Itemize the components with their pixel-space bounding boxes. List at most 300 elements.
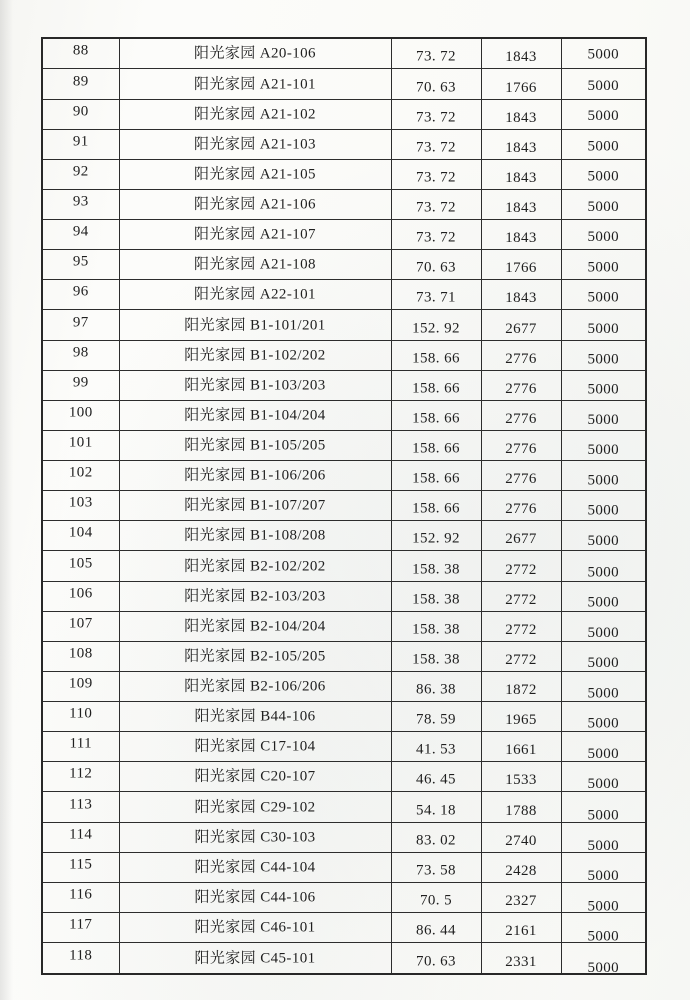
price-cell (481, 822, 561, 852)
table-row (42, 822, 646, 852)
amount-cell (561, 882, 646, 912)
price-cell (481, 280, 561, 310)
amount-cell-text: 5000 (587, 350, 620, 367)
table-row (42, 129, 646, 159)
amount-cell-text: 5000 (587, 229, 620, 246)
row-number-cell (42, 129, 119, 159)
table-row (42, 99, 646, 129)
row-number-cell (42, 38, 119, 69)
table-row (42, 702, 646, 732)
row-number-cell-text: 97 (72, 314, 89, 331)
price-cell (481, 99, 561, 129)
area-cell-text: 73. 71 (416, 289, 456, 306)
area-cell (391, 220, 481, 250)
area-cell (391, 38, 481, 69)
unit-name-cell (119, 159, 391, 189)
table-row (42, 852, 646, 882)
price-cell-text: 2772 (505, 651, 537, 668)
area-cell (391, 762, 481, 792)
amount-cell (561, 671, 646, 701)
price-cell-text: 2677 (505, 320, 537, 337)
row-number-cell-text: 105 (68, 555, 93, 572)
amount-cell (561, 822, 646, 852)
area-cell (391, 943, 481, 974)
row-number-cell-text: 90 (72, 103, 89, 120)
price-cell-text: 2428 (505, 862, 537, 879)
table-row (42, 762, 646, 792)
row-number-cell (42, 702, 119, 732)
area-cell (391, 822, 481, 852)
price-cell-text: 2776 (505, 350, 537, 367)
unit-name-cell-text: 阳光家园 A21-103 (194, 136, 316, 153)
price-cell-text: 1766 (505, 260, 537, 277)
unit-name-cell (119, 370, 391, 400)
scan-edge-shadow (0, 0, 13, 1000)
area-cell (391, 310, 481, 340)
row-number-cell-text: 98 (72, 344, 89, 361)
amount-cell-text: 5000 (587, 655, 620, 672)
amount-cell (561, 912, 646, 942)
table-row (42, 310, 646, 340)
price-cell-text: 2327 (505, 892, 537, 909)
amount-cell-text: 5000 (587, 594, 620, 611)
area-cell (391, 882, 481, 912)
price-cell-text: 1788 (505, 802, 537, 819)
amount-cell (561, 159, 646, 189)
amount-cell-text: 5000 (587, 715, 620, 732)
amount-cell-text: 5000 (587, 46, 620, 63)
amount-cell (561, 129, 646, 159)
area-cell (391, 671, 481, 701)
amount-cell-text: 5000 (587, 107, 620, 124)
price-cell-text: 1843 (505, 109, 537, 126)
unit-name-cell (119, 310, 391, 340)
price-cell (481, 943, 561, 974)
area-cell-text: 73. 72 (416, 48, 456, 65)
amount-cell (561, 521, 646, 551)
price-cell-text: 2772 (505, 591, 537, 608)
price-cell (481, 400, 561, 430)
amount-cell-text: 5000 (587, 198, 620, 215)
unit-name-cell-text: 阳光家园 C20-107 (194, 768, 316, 785)
price-cell-text: 2677 (505, 531, 537, 548)
amount-cell-text: 5000 (587, 168, 620, 185)
area-cell (391, 792, 481, 822)
area-cell-text: 73. 72 (416, 109, 456, 126)
price-cell (481, 430, 561, 460)
area-cell-text: 73. 72 (416, 199, 456, 216)
row-number-cell (42, 340, 119, 370)
unit-name-cell (119, 69, 391, 99)
price-cell (481, 641, 561, 671)
row-number-cell (42, 400, 119, 430)
area-cell (391, 370, 481, 400)
table-row (42, 491, 646, 521)
unit-name-cell (119, 99, 391, 129)
row-number-cell (42, 430, 119, 460)
amount-cell (561, 641, 646, 671)
amount-cell (561, 99, 646, 129)
table-row (42, 521, 646, 551)
area-cell (391, 852, 481, 882)
table-row (42, 38, 646, 69)
unit-name-cell-text: 阳光家园 C29-102 (194, 799, 316, 816)
unit-name-cell (119, 400, 391, 430)
unit-name-cell (119, 852, 391, 882)
price-cell-text: 2161 (505, 923, 537, 940)
unit-name-cell (119, 280, 391, 310)
row-number-cell (42, 912, 119, 942)
price-cell (481, 69, 561, 99)
amount-cell-text: 5000 (587, 959, 620, 974)
unit-name-cell-text: 阳光家园 A21-101 (194, 76, 316, 93)
unit-name-cell (119, 671, 391, 701)
amount-cell (561, 340, 646, 370)
unit-name-cell (119, 491, 391, 521)
price-cell (481, 792, 561, 822)
unit-name-cell-text: 阳光家园 A21-102 (194, 106, 316, 123)
unit-name-cell-text: 阳光家园 B2-102/202 (184, 558, 326, 575)
area-cell-text: 158. 38 (412, 651, 460, 668)
amount-cell (561, 762, 646, 792)
amount-cell (561, 461, 646, 491)
table-row (42, 943, 646, 974)
table-row (42, 611, 646, 641)
row-number-cell (42, 159, 119, 189)
unit-name-cell (119, 129, 391, 159)
row-number-cell-text: 108 (68, 645, 93, 662)
row-number-cell-text: 95 (72, 253, 89, 270)
price-cell-text: 2740 (505, 832, 537, 849)
price-cell (481, 159, 561, 189)
housing-price-table (41, 37, 647, 975)
price-cell-text: 2776 (505, 501, 537, 518)
price-cell (481, 852, 561, 882)
area-cell-text: 152. 92 (412, 530, 460, 547)
table-row (42, 250, 646, 280)
unit-name-cell-text: 阳光家园 B44-106 (194, 708, 316, 725)
price-cell (481, 220, 561, 250)
row-number-cell (42, 581, 119, 611)
unit-name-cell-text: 阳光家园 B1-104/204 (184, 407, 326, 424)
amount-cell (561, 430, 646, 460)
area-cell (391, 581, 481, 611)
unit-name-cell (119, 762, 391, 792)
row-number-cell (42, 882, 119, 912)
row-number-cell-text: 89 (72, 73, 89, 90)
area-cell-text: 158. 66 (412, 350, 460, 367)
area-cell-text: 86. 44 (416, 922, 456, 939)
unit-name-cell-text: 阳光家园 B1-106/206 (184, 467, 326, 484)
area-cell-text: 73. 72 (416, 229, 456, 246)
unit-name-cell-text: 阳光家园 B1-107/207 (184, 497, 326, 514)
table-row (42, 581, 646, 611)
unit-name-cell (119, 521, 391, 551)
unit-name-cell-text: 阳光家园 B2-103/203 (184, 588, 326, 605)
area-cell (391, 189, 481, 219)
amount-cell (561, 702, 646, 732)
area-cell-text: 158. 38 (412, 621, 460, 638)
area-cell-text: 78. 59 (416, 711, 456, 728)
price-cell-text: 1843 (505, 290, 537, 307)
unit-name-cell (119, 822, 391, 852)
row-number-cell-text: 94 (72, 223, 89, 240)
price-cell-text: 1533 (505, 772, 537, 789)
table-row (42, 400, 646, 430)
table-row (42, 882, 646, 912)
table-row (42, 159, 646, 189)
price-cell-text: 2772 (505, 561, 537, 578)
row-number-cell-text: 115 (69, 856, 93, 873)
unit-name-cell (119, 430, 391, 460)
amount-cell (561, 220, 646, 250)
unit-name-cell-text: 阳光家园 B1-103/203 (184, 377, 326, 394)
area-cell (391, 400, 481, 430)
table-row (42, 792, 646, 822)
area-cell (391, 461, 481, 491)
unit-name-cell (119, 250, 391, 280)
area-cell-text: 70. 5 (420, 892, 452, 909)
row-number-cell-text: 117 (69, 916, 93, 933)
amount-cell-text: 5000 (587, 685, 620, 702)
price-cell (481, 611, 561, 641)
row-number-cell (42, 99, 119, 129)
unit-name-cell-text: 阳光家园 A21-108 (194, 256, 316, 273)
row-number-cell-text: 103 (68, 494, 93, 511)
amount-cell-text: 5000 (587, 624, 620, 641)
area-cell-text: 158. 38 (412, 561, 460, 578)
row-number-cell (42, 69, 119, 99)
amount-cell (561, 38, 646, 69)
row-number-cell (42, 280, 119, 310)
area-cell-text: 158. 38 (412, 591, 460, 608)
area-cell-text: 158. 66 (412, 500, 460, 517)
row-number-cell-text: 99 (72, 374, 89, 391)
amount-cell (561, 189, 646, 219)
amount-cell (561, 280, 646, 310)
area-cell (391, 250, 481, 280)
area-cell (391, 491, 481, 521)
amount-cell-text: 5000 (587, 502, 620, 519)
table-row (42, 430, 646, 460)
unit-name-cell-text: 阳光家园 B1-105/205 (184, 437, 326, 454)
area-cell-text: 73. 72 (416, 139, 456, 156)
price-cell (481, 491, 561, 521)
row-number-cell-text: 88 (72, 42, 89, 59)
amount-cell-text: 5000 (587, 867, 620, 883)
price-cell (481, 370, 561, 400)
unit-name-cell (119, 340, 391, 370)
price-cell (481, 551, 561, 581)
row-number-cell (42, 822, 119, 852)
price-cell-text: 2776 (505, 471, 537, 488)
unit-name-cell (119, 792, 391, 822)
table-row (42, 189, 646, 219)
row-number-cell (42, 220, 119, 250)
unit-name-cell-text: 阳光家园 B2-106/206 (184, 678, 326, 695)
amount-cell-text: 5000 (587, 928, 620, 943)
area-cell-text: 158. 66 (412, 440, 460, 457)
price-cell (481, 340, 561, 370)
row-number-cell-text: 104 (68, 524, 93, 541)
price-cell-text: 1766 (505, 79, 537, 96)
row-number-cell (42, 732, 119, 762)
amount-cell-text: 5000 (587, 77, 620, 94)
area-cell (391, 69, 481, 99)
row-number-cell-text: 112 (69, 765, 93, 782)
price-cell-text: 2776 (505, 380, 537, 397)
area-cell-text: 73. 72 (416, 169, 456, 186)
unit-name-cell (119, 611, 391, 641)
price-cell-text: 2331 (505, 953, 537, 970)
row-number-cell (42, 641, 119, 671)
amount-cell-text: 5000 (587, 290, 620, 307)
table-row (42, 370, 646, 400)
row-number-cell (42, 310, 119, 340)
table-row (42, 641, 646, 671)
price-cell-text: 1661 (505, 742, 537, 759)
unit-name-cell-text: 阳光家园 B2-104/204 (184, 618, 326, 635)
row-number-cell (42, 491, 119, 521)
unit-name-cell-text: 阳光家园 C44-106 (194, 889, 316, 906)
amount-cell (561, 581, 646, 611)
amount-cell (561, 732, 646, 762)
table-row (42, 912, 646, 942)
amount-cell (561, 943, 646, 974)
price-cell (481, 581, 561, 611)
price-cell-text: 1965 (505, 712, 537, 729)
price-cell (481, 461, 561, 491)
unit-name-cell-text: 阳光家园 C45-101 (194, 950, 316, 967)
amount-cell (561, 852, 646, 882)
row-number-cell (42, 611, 119, 641)
price-cell (481, 129, 561, 159)
amount-cell-text: 5000 (587, 381, 620, 398)
amount-cell-text: 5000 (587, 533, 620, 550)
table-row (42, 280, 646, 310)
row-number-cell (42, 762, 119, 792)
price-cell (481, 732, 561, 762)
amount-cell-text: 5000 (587, 320, 620, 337)
row-number-cell-text: 101 (68, 434, 93, 451)
amount-cell (561, 491, 646, 521)
unit-name-cell-text: 阳光家园 A21-107 (194, 226, 316, 243)
area-cell (391, 521, 481, 551)
row-number-cell (42, 852, 119, 882)
amount-cell-text: 5000 (587, 138, 620, 155)
unit-name-cell-text: 阳光家园 B1-102/202 (184, 347, 326, 364)
area-cell (391, 129, 481, 159)
row-number-cell-text: 100 (68, 404, 93, 421)
row-number-cell-text: 102 (68, 464, 93, 481)
unit-name-cell (119, 943, 391, 974)
unit-name-cell-text: 阳光家园 A21-106 (194, 196, 316, 213)
unit-name-cell-text: 阳光家园 B1-108/208 (184, 527, 326, 544)
amount-cell (561, 69, 646, 99)
price-cell-text: 2776 (505, 410, 537, 427)
row-number-cell-text: 110 (69, 705, 93, 722)
unit-name-cell-text: 阳光家园 C30-103 (194, 829, 316, 846)
amount-cell (561, 611, 646, 641)
price-cell-text: 1872 (505, 682, 537, 699)
row-number-cell-text: 91 (72, 133, 89, 150)
price-cell (481, 762, 561, 792)
amount-cell (561, 370, 646, 400)
unit-name-cell-text: 阳光家园 A20-106 (194, 45, 316, 62)
area-cell-text: 86. 38 (416, 681, 456, 698)
row-number-cell-text: 93 (72, 193, 89, 210)
unit-name-cell (119, 912, 391, 942)
table-row (42, 220, 646, 250)
amount-cell-text: 5000 (587, 563, 620, 580)
table-row (42, 340, 646, 370)
unit-name-cell-text: 阳光家园 C44-104 (194, 859, 316, 876)
row-number-cell (42, 792, 119, 822)
row-number-cell (42, 671, 119, 701)
area-cell-text: 158. 66 (412, 470, 460, 487)
price-cell-text: 2772 (505, 621, 537, 638)
amount-cell-text: 5000 (587, 776, 620, 792)
row-number-cell-text: 92 (72, 163, 89, 180)
table-row (42, 551, 646, 581)
unit-name-cell (119, 461, 391, 491)
amount-cell-text: 5000 (587, 746, 620, 762)
row-number-cell (42, 551, 119, 581)
row-number-cell-text: 109 (68, 675, 93, 692)
unit-name-cell-text: 阳光家园 A21-105 (194, 166, 316, 183)
unit-name-cell (119, 732, 391, 762)
area-cell (391, 912, 481, 942)
price-cell (481, 310, 561, 340)
area-cell-text: 152. 92 (412, 320, 460, 337)
area-cell-text: 83. 02 (416, 832, 456, 849)
table-body (42, 38, 646, 974)
unit-name-cell (119, 220, 391, 250)
row-number-cell-text: 107 (68, 615, 93, 632)
row-number-cell-text: 111 (69, 735, 93, 752)
area-cell-text: 54. 18 (416, 802, 456, 819)
price-cell (481, 189, 561, 219)
area-cell (391, 611, 481, 641)
unit-name-cell (119, 189, 391, 219)
unit-name-cell (119, 882, 391, 912)
amount-cell (561, 400, 646, 430)
table-row (42, 732, 646, 762)
unit-name-cell (119, 551, 391, 581)
row-number-cell (42, 521, 119, 551)
area-cell (391, 702, 481, 732)
amount-cell (561, 250, 646, 280)
amount-cell (561, 310, 646, 340)
amount-cell (561, 792, 646, 822)
area-cell (391, 280, 481, 310)
row-number-cell-text: 116 (69, 886, 93, 903)
area-cell (391, 99, 481, 129)
price-cell-text: 1843 (505, 49, 537, 66)
area-cell-text: 158. 66 (412, 410, 460, 427)
unit-name-cell (119, 581, 391, 611)
amount-cell-text: 5000 (587, 472, 620, 489)
amount-cell (561, 551, 646, 581)
price-cell (481, 250, 561, 280)
amount-cell-text: 5000 (587, 442, 620, 459)
price-cell (481, 702, 561, 732)
price-cell-text: 2776 (505, 441, 537, 458)
unit-name-cell-text: 阳光家园 A22-101 (194, 286, 316, 303)
price-cell-text: 1843 (505, 230, 537, 247)
row-number-cell-text: 118 (69, 947, 93, 964)
row-number-cell (42, 250, 119, 280)
